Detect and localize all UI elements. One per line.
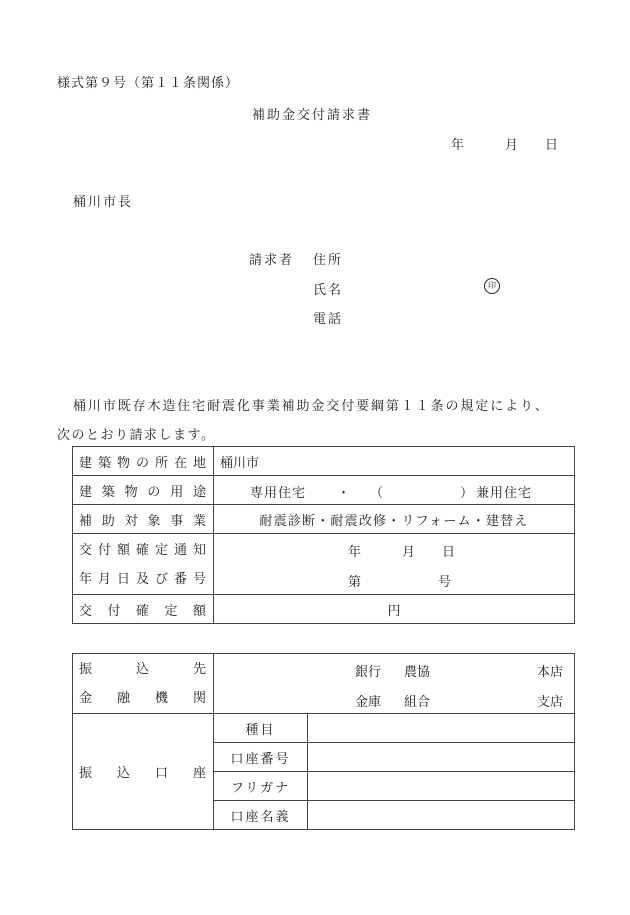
phone-label: 電話 — [313, 312, 344, 327]
addressee: 桶川市長 — [73, 195, 134, 210]
account-number-value[interactable] — [308, 743, 575, 772]
table-row — [73, 505, 575, 534]
agri-coop-option: 農協 — [404, 664, 431, 680]
account-number-label: 口座番号 — [214, 743, 308, 772]
usage-paren-open: （ — [370, 486, 384, 501]
transfer-label — [73, 654, 214, 714]
seal-mark: 印 — [484, 278, 500, 294]
table-row — [73, 595, 575, 624]
table-row — [73, 654, 575, 714]
account-holder-label: 口座名義 — [214, 801, 308, 830]
location-label: 建築物の所在地 — [73, 447, 214, 476]
usage-separator: ・ — [337, 486, 351, 501]
name-label: 氏名 — [313, 283, 344, 298]
amount-value[interactable]: 円 — [214, 595, 575, 624]
notice-label-line-2: 年月日及び番号 — [79, 572, 207, 587]
notice-label-line-1: 交付額確定通知 — [79, 543, 207, 558]
date-year-label: 年 — [451, 138, 465, 153]
usage-option-mixed: 兼用住宅 — [476, 486, 533, 501]
table-row — [73, 447, 575, 476]
form-number: 様式第９号（第１１条関係） — [57, 76, 240, 91]
usage-label: 建築物の用途 — [73, 476, 214, 505]
bank-option: 銀行 — [355, 664, 382, 680]
table-row — [73, 476, 575, 505]
usage-value[interactable] — [214, 476, 575, 505]
furigana-label: フリガナ — [214, 772, 308, 801]
branch-option: 支店 — [537, 694, 564, 710]
notice-year-label: 年 — [348, 545, 362, 560]
requester-label: 請求者 — [249, 253, 295, 268]
table-row — [73, 714, 575, 743]
financial-institution-value[interactable] — [214, 654, 575, 714]
date-day-label: 日 — [545, 138, 559, 153]
notice-value[interactable] — [214, 534, 575, 595]
project-value[interactable]: 耐震診断・耐震改修・リフォーム・建替え — [214, 505, 575, 534]
transfer-label-line-1: 振込先 — [79, 661, 207, 677]
transfer-label-line-2: 金融機関 — [79, 690, 207, 706]
project-label: 補助対象事業 — [73, 505, 214, 534]
body-text-line-1: 桶川市既存木造住宅耐震化事業補助金交付要綱第１１条の規定により、 — [73, 399, 550, 414]
notice-number-suffix: 号 — [438, 575, 452, 590]
notice-month-label: 月 — [402, 545, 416, 560]
bank-info-table — [72, 653, 575, 830]
document-title: 補助金交付請求書 — [252, 108, 373, 123]
amount-label: 交付確定額 — [73, 595, 214, 624]
account-label: 振込口座 — [73, 714, 214, 830]
notice-day-label: 日 — [442, 545, 456, 560]
location-value[interactable]: 桶川市 — [214, 447, 575, 476]
shinkin-option: 金庫 — [355, 694, 382, 710]
account-type-value[interactable] — [308, 714, 575, 743]
address-label: 住所 — [313, 253, 344, 268]
account-type-label: 種目 — [214, 714, 308, 743]
usage-option-dedicated: 専用住宅 — [250, 486, 307, 501]
date-month-label: 月 — [505, 138, 519, 153]
main-branch-option: 本店 — [537, 664, 564, 680]
account-holder-value[interactable] — [308, 801, 575, 830]
furigana-value[interactable] — [308, 772, 575, 801]
notice-number-prefix: 第 — [348, 575, 362, 590]
table-row — [73, 534, 575, 595]
project-info-table — [72, 446, 575, 624]
body-text-line-2: 次のとおり請求します。 — [57, 428, 216, 443]
kumiai-option: 組合 — [404, 694, 431, 710]
notice-label — [73, 534, 214, 595]
usage-paren-close: ） — [460, 486, 474, 501]
